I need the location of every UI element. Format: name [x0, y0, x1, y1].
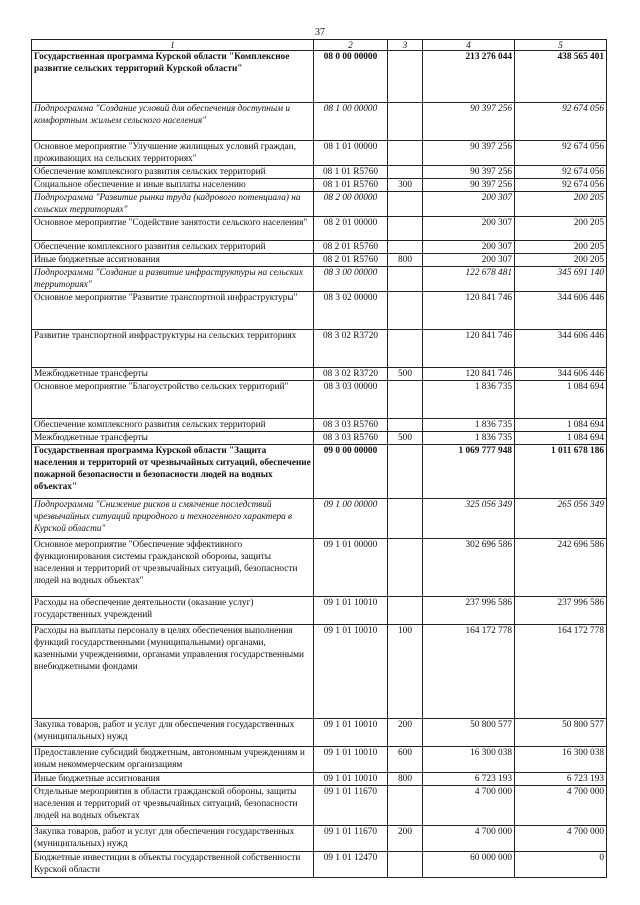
row-name: Государственная программа Курской области "Защита населения и территорий от чрезвычайных ситуаций, обеспечение пожарной безопасности и безопасности людей на водных объектах" — [32, 445, 314, 499]
row-type: 600 — [388, 747, 423, 773]
row-sum-1: 16 300 038 — [423, 747, 515, 773]
row-type — [388, 499, 423, 539]
row-code: 09 1 01 10010 — [314, 625, 388, 719]
row-name: Подпрограмма "Снижение рисков и смягчение последствий чрезвычайных ситуаций природного и техногенного характера в Курской области" — [32, 499, 314, 539]
table-row — [32, 368, 607, 381]
row-type — [388, 419, 423, 432]
row-sum-1: 122 678 481 — [423, 267, 515, 292]
row-sum-2: 1 084 694 — [515, 419, 607, 432]
row-type — [388, 381, 423, 419]
row-sum-2: 164 172 778 — [515, 625, 607, 719]
row-type — [388, 330, 423, 368]
header-col-4: 4 — [423, 40, 515, 51]
row-code: 08 2 01 00000 — [314, 217, 388, 241]
row-sum-2: 438 565 401 — [515, 51, 607, 103]
row-sum-1: 90 397 256 — [423, 141, 515, 166]
table-row — [32, 192, 607, 217]
row-type: 200 — [388, 719, 423, 747]
row-type: 200 — [388, 826, 423, 852]
row-name: Основное мероприятие "Улучшение жилищных условий граждан, проживающих на сельских территориях" — [32, 141, 314, 166]
row-sum-1: 200 307 — [423, 192, 515, 217]
row-type — [388, 141, 423, 166]
row-name: Основное мероприятие "Благоустройство сельских территорий" — [32, 381, 314, 419]
row-code: 08 3 02 R3720 — [314, 368, 388, 381]
row-type: 500 — [388, 432, 423, 445]
table-row — [32, 267, 607, 292]
table-row — [32, 51, 607, 103]
header-col-2: 2 — [314, 40, 388, 51]
row-name: Основное мероприятие "Содействие занятости сельского населения" — [32, 217, 314, 241]
row-name: Отдельные мероприятия в области гражданской обороны, защиты населения и территорий от чрезвычайных ситуаций, безопасности людей на водных объектах — [32, 786, 314, 826]
table-header-row — [32, 40, 607, 51]
row-name: Закупка товаров, работ и услуг для обеспечения государственных (муниципальных) нужд — [32, 719, 314, 747]
row-sum-2: 92 674 056 — [515, 103, 607, 141]
row-type: 800 — [388, 773, 423, 786]
row-code: 09 1 01 11670 — [314, 786, 388, 826]
row-type — [388, 166, 423, 179]
row-sum-2: 200 205 — [515, 241, 607, 254]
row-name: Развитие транспортной инфраструктуры на сельских территориях — [32, 330, 314, 368]
row-sum-1: 200 307 — [423, 241, 515, 254]
row-name: Иные бюджетные ассигнования — [32, 773, 314, 786]
row-sum-1: 6 723 193 — [423, 773, 515, 786]
table-row — [32, 432, 607, 445]
row-type — [388, 192, 423, 217]
row-code: 08 2 00 00000 — [314, 192, 388, 217]
row-sum-1: 4 700 000 — [423, 786, 515, 826]
row-type: 500 — [388, 368, 423, 381]
row-sum-2: 265 056 349 — [515, 499, 607, 539]
table-row — [32, 217, 607, 241]
row-sum-2: 4 700 000 — [515, 826, 607, 852]
table-row — [32, 852, 607, 878]
row-code: 08 1 01 R5760 — [314, 166, 388, 179]
row-name: Подпрограмма "Развитие рынка труда (кадрового потенциала) на сельских территориях" — [32, 192, 314, 217]
row-sum-2: 1 084 694 — [515, 381, 607, 419]
row-sum-1: 1 069 777 948 — [423, 445, 515, 499]
row-name: Обеспечение комплексного развития сельских территорий — [32, 419, 314, 432]
row-type — [388, 217, 423, 241]
row-sum-1: 1 836 735 — [423, 419, 515, 432]
row-sum-2: 344 606 446 — [515, 368, 607, 381]
row-name: Межбюджетные трансферты — [32, 432, 314, 445]
row-type — [388, 445, 423, 499]
table-row — [32, 719, 607, 747]
row-name: Иные бюджетные ассигнования — [32, 254, 314, 267]
row-sum-1: 4 700 000 — [423, 826, 515, 852]
row-sum-1: 120 841 746 — [423, 368, 515, 381]
row-code: 08 3 00 00000 — [314, 267, 388, 292]
table-row — [32, 786, 607, 826]
row-type — [388, 103, 423, 141]
row-code: 08 1 00 00000 — [314, 103, 388, 141]
table-row — [32, 597, 607, 625]
row-type — [388, 539, 423, 597]
row-sum-1: 237 996 586 — [423, 597, 515, 625]
row-code: 09 1 01 12470 — [314, 852, 388, 878]
table-row — [32, 166, 607, 179]
budget-table — [31, 39, 607, 878]
row-name: Закупка товаров, работ и услуг для обеспечения государственных (муниципальных) нужд — [32, 826, 314, 852]
row-code: 09 1 01 10010 — [314, 597, 388, 625]
row-sum-1: 90 397 256 — [423, 103, 515, 141]
row-sum-2: 200 205 — [515, 192, 607, 217]
row-sum-2: 237 996 586 — [515, 597, 607, 625]
row-sum-2: 6 723 193 — [515, 773, 607, 786]
row-name: Социальное обеспечение и иные выплаты населению — [32, 179, 314, 192]
row-sum-2: 242 696 586 — [515, 539, 607, 597]
row-code: 08 1 01 R5760 — [314, 179, 388, 192]
row-sum-1: 213 276 044 — [423, 51, 515, 103]
row-sum-2: 344 606 446 — [515, 330, 607, 368]
row-type — [388, 292, 423, 330]
table-row — [32, 625, 607, 719]
row-code: 08 3 03 R5760 — [314, 432, 388, 445]
row-name: Подпрограмма "Создание и развитие инфраструктуры на сельских территориях" — [32, 267, 314, 292]
row-name: Основное мероприятие "Обеспечение эффективного функционирования системы гражданской обороны, защиты населения и территорий от чрезвычайных ситуаций, безопасности людей на водных объектах" — [32, 539, 314, 597]
row-sum-2: 16 300 038 — [515, 747, 607, 773]
row-sum-1: 60 000 000 — [423, 852, 515, 878]
row-code: 08 3 03 00000 — [314, 381, 388, 419]
row-sum-1: 200 307 — [423, 217, 515, 241]
row-type — [388, 267, 423, 292]
row-name: Межбюджетные трансферты — [32, 368, 314, 381]
header-col-1: 1 — [32, 40, 314, 51]
row-code: 08 3 02 00000 — [314, 292, 388, 330]
row-sum-1: 1 836 735 — [423, 432, 515, 445]
row-name: Бюджетные инвестиции в объекты государственной собственности Курской области — [32, 852, 314, 878]
row-name: Расходы на выплаты персоналу в целях обеспечения выполнения функций государственными (муниципальными) органами, казенными учреждениями, органами управления государственными внебюджетными фондами — [32, 625, 314, 719]
row-sum-1: 90 397 256 — [423, 179, 515, 192]
row-type — [388, 51, 423, 103]
row-type — [388, 852, 423, 878]
row-sum-2: 200 205 — [515, 217, 607, 241]
row-sum-1: 90 397 256 — [423, 166, 515, 179]
row-code: 08 1 01 00000 — [314, 141, 388, 166]
row-code: 09 1 01 10010 — [314, 747, 388, 773]
table-row — [32, 141, 607, 166]
row-code: 09 0 00 00000 — [314, 445, 388, 499]
table-row — [32, 254, 607, 267]
row-type — [388, 786, 423, 826]
table-row — [32, 747, 607, 773]
row-name: Подпрограмма "Создание условий для обеспечения доступным и комфортным жильем сельского населения" — [32, 103, 314, 141]
row-type: 800 — [388, 254, 423, 267]
table-row — [32, 499, 607, 539]
row-code: 09 1 01 00000 — [314, 539, 388, 597]
table-row — [32, 419, 607, 432]
row-sum-1: 120 841 746 — [423, 330, 515, 368]
table-row — [32, 179, 607, 192]
header-col-5: 5 — [515, 40, 607, 51]
row-code: 08 2 01 R5760 — [314, 254, 388, 267]
row-sum-1: 50 800 577 — [423, 719, 515, 747]
page-number: 37 — [315, 27, 325, 38]
row-name: Предоставление субсидий бюджетным, автономным учреждениям и иным некоммерческим организациям — [32, 747, 314, 773]
row-code: 09 1 01 10010 — [314, 719, 388, 747]
row-name: Государственная программа Курской области "Комплексное развитие сельских территорий Курской области" — [32, 51, 314, 103]
row-type — [388, 597, 423, 625]
table-row — [32, 241, 607, 254]
row-sum-2: 50 800 577 — [515, 719, 607, 747]
row-type — [388, 241, 423, 254]
row-code: 08 3 02 R3720 — [314, 330, 388, 368]
row-sum-1: 325 056 349 — [423, 499, 515, 539]
row-code: 09 1 00 00000 — [314, 499, 388, 539]
row-sum-2: 200 205 — [515, 254, 607, 267]
row-sum-1: 302 696 586 — [423, 539, 515, 597]
row-code: 08 3 03 R5760 — [314, 419, 388, 432]
table-row — [32, 826, 607, 852]
table-row — [32, 381, 607, 419]
table-row — [32, 103, 607, 141]
row-sum-2: 344 606 446 — [515, 292, 607, 330]
row-name: Основное мероприятие "Развитие транспортной инфраструктуры" — [32, 292, 314, 330]
row-name: Обеспечение комплексного развития сельских территорий — [32, 166, 314, 179]
row-sum-2: 4 700 000 — [515, 786, 607, 826]
row-sum-1: 164 172 778 — [423, 625, 515, 719]
row-sum-2: 92 674 056 — [515, 141, 607, 166]
row-sum-1: 120 841 746 — [423, 292, 515, 330]
budget-table-body — [32, 40, 607, 878]
row-sum-2: 92 674 056 — [515, 166, 607, 179]
row-sum-2: 0 — [515, 852, 607, 878]
row-code: 09 1 01 11670 — [314, 826, 388, 852]
row-sum-1: 200 307 — [423, 254, 515, 267]
table-row — [32, 539, 607, 597]
row-type: 300 — [388, 179, 423, 192]
row-code: 08 0 00 00000 — [314, 51, 388, 103]
row-name: Расходы на обеспечение деятельности (оказание услуг) государственных учреждений — [32, 597, 314, 625]
row-sum-2: 1 084 694 — [515, 432, 607, 445]
row-sum-2: 92 674 056 — [515, 179, 607, 192]
table-row — [32, 330, 607, 368]
row-type: 100 — [388, 625, 423, 719]
header-col-3: 3 — [388, 40, 423, 51]
row-code: 09 1 01 10010 — [314, 773, 388, 786]
row-sum-1: 1 836 735 — [423, 381, 515, 419]
row-code: 08 2 01 R5760 — [314, 241, 388, 254]
table-row — [32, 445, 607, 499]
table-row — [32, 773, 607, 786]
row-sum-2: 1 011 678 186 — [515, 445, 607, 499]
row-name: Обеспечение комплексного развития сельских территорий — [32, 241, 314, 254]
table-row — [32, 292, 607, 330]
row-sum-2: 345 691 140 — [515, 267, 607, 292]
